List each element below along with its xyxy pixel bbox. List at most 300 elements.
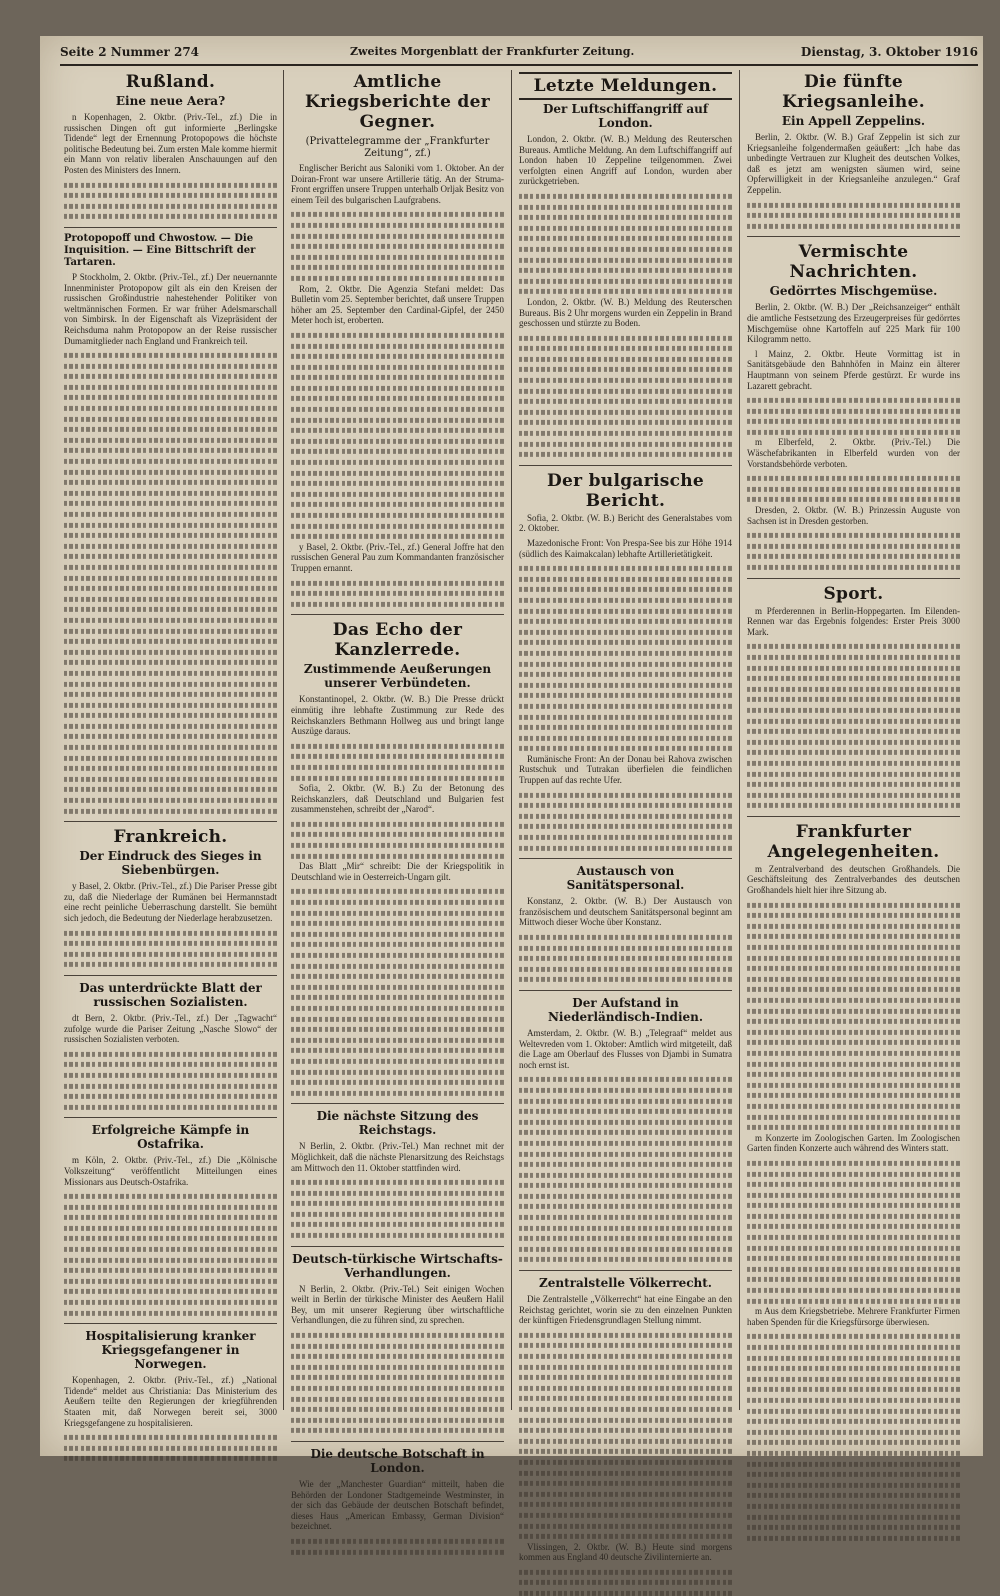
text-line (291, 889, 504, 894)
text-line (519, 736, 732, 741)
text-line (519, 389, 732, 394)
text-line (519, 442, 732, 447)
article-heading: Hospitalisierung kranker Kriegsgefangener in Norwegen. (85, 1329, 256, 1372)
text-line (747, 1214, 960, 1219)
article-heading: Der Luftschiffangriff auf London. (542, 102, 709, 130)
section-heading: Der bulgarische Bericht. (546, 470, 705, 511)
text-line (747, 782, 960, 787)
text-line (64, 734, 277, 739)
text-line (519, 693, 732, 698)
text-line (519, 215, 732, 220)
text-line (747, 1398, 960, 1403)
text-line (291, 1048, 504, 1053)
text-line (291, 1375, 504, 1380)
text-line (64, 374, 277, 379)
text-line (291, 449, 504, 454)
text-line (747, 554, 960, 559)
text-line (291, 1059, 504, 1064)
section-heading: Die fünfte Kriegsanleihe. (782, 72, 925, 112)
text-line (747, 533, 960, 538)
text-line (747, 487, 960, 492)
text-line (747, 708, 960, 713)
article-text: m Köln, 2. Oktbr. (Priv.-Tel., zf.) Die „Kölnische Volkszeitung“ veröffentlicht Mitteilungen eines Missionars aus Deutsch-Ostafrika. (64, 1155, 277, 1187)
text-line (519, 257, 732, 262)
text-line (747, 497, 960, 502)
text-line (519, 452, 732, 457)
article-heading: Protopopoff und Chwostow. — Die Inquisition. — Eine Bittschrift der Tartaren. (64, 232, 256, 268)
text-line (291, 1344, 504, 1349)
text-line (747, 1083, 960, 1088)
text-line (747, 202, 960, 207)
text-line (291, 375, 504, 380)
text-line (291, 534, 504, 539)
article-text: Dresden, 2. Oktbr. (W. B.) Prinzessin Auguste von Sachsen ist in Dresden gestorben. (747, 505, 960, 526)
article-text: N Berlin, 2. Oktbr. (Priv.-Tel.) Seit einigen Wochen weilt in Berlin der türkische Minister des Aeußern Halil Bey, um mit unserer Regierung über wirtschaftliche Verhandlungen, die zu führen sind, zu sprechen. (291, 1283, 504, 1326)
text-line (291, 964, 504, 969)
text-line (64, 586, 277, 591)
text-line (64, 1300, 277, 1305)
text-line (64, 1094, 277, 1099)
text-line (291, 276, 504, 281)
text-line (64, 554, 277, 559)
article-text: Rumänische Front: An der Donau bei Rahova zwischen Rustschuk und Tutrakan überfielen die feindlichen Truppen auf das rechte Ufer. (519, 753, 732, 786)
text-line (64, 607, 277, 612)
text-line (747, 718, 960, 723)
text-line (747, 1288, 960, 1293)
text-line (747, 398, 960, 403)
column-2 (291, 72, 504, 1532)
text-line (747, 644, 960, 649)
text-line (519, 378, 732, 383)
text-line (64, 523, 277, 528)
text-line (519, 1396, 732, 1401)
text-line (519, 714, 732, 719)
text-line (291, 418, 504, 423)
article-text: m Zentralverband des deutschen Großhandels. Die Geschäftsleitung des Zentralverbandes des deutschen Großhandels hielt hier ihre Sitzung ab. (747, 863, 960, 896)
text-line (291, 1354, 504, 1359)
text-line (291, 1091, 504, 1096)
article-text: P Stockholm, 2. Oktbr. (Priv.-Tel., zf.) Der neuernannte Innenminister Protopopow gilt als ein den Kreisen der russischen Großindustrie nahestehender Politiker von weltmännischen Formen. Er war früher Adelsmarschall von Simbirsk. In der Eigenschaft als Vizepräsident der Reichsduma nahm Protopopow an der Reise russischer Dumamitglieder nach England und Frankreich teil. (64, 271, 277, 346)
text-line (519, 1570, 732, 1575)
text-line (291, 244, 504, 249)
text-line (64, 703, 277, 708)
text-line (519, 577, 732, 582)
article-text: London, 2. Oktbr. (W. B.) Meldung des Reuterschen Bureaus. Amtliche Meldung. An dem Luftschiffangriff auf London haben 10 Zeppeline teilgenommen. Zwei verfolgten einen Angriff auf London, wurden aber zurückgetrieben. (519, 134, 732, 187)
text-line (519, 1151, 732, 1156)
text-line (747, 1504, 960, 1509)
text-line (64, 448, 277, 453)
page-number: Seite 2 Nummer 274 (60, 45, 200, 59)
text-line (519, 619, 732, 624)
text-line (291, 911, 504, 916)
text-line (519, 824, 732, 829)
text-line (747, 665, 960, 670)
text-line (747, 1525, 960, 1530)
text-line (747, 1182, 960, 1187)
text-line (519, 1183, 732, 1188)
text-line (291, 471, 504, 476)
text-line (747, 430, 960, 435)
text-line (519, 1162, 732, 1167)
article-subheading: (Privattelegramme der „Frankfurter Zeitung“, zf.) (305, 136, 490, 159)
text-line (519, 247, 732, 252)
text-line (64, 533, 277, 538)
text-line (519, 814, 732, 819)
text-line (747, 1536, 960, 1541)
text-line (747, 476, 960, 481)
text-line (519, 1236, 732, 1241)
text-line (747, 419, 960, 424)
text-line (519, 1492, 732, 1497)
text-line (519, 1481, 732, 1486)
text-line (747, 213, 960, 218)
article-text: London, 2. Oktbr. (W. B.) Meldung des Reuterschen Bureaus. Bis 2 Uhr morgens wurden ein Zeppelin in Brand geschossen und stürzte zu Boden. (519, 296, 732, 329)
text-line (64, 1083, 277, 1088)
text-line (519, 977, 732, 982)
text-line (519, 846, 732, 851)
text-line (291, 953, 504, 958)
text-line (291, 354, 504, 359)
text-line (64, 1247, 277, 1252)
text-line (291, 343, 504, 348)
text-line (64, 544, 277, 549)
text-line (747, 1440, 960, 1445)
text-line (747, 998, 960, 1003)
text-line (747, 1299, 960, 1304)
text-line (291, 1233, 504, 1238)
text-line (747, 1267, 960, 1272)
article-heading: Ein Appell Zeppelins. (781, 114, 926, 128)
text-line (291, 1222, 504, 1227)
text-line (519, 835, 732, 840)
article-text: Sofia, 2. Oktbr. (W. B.) Zu der Betonung des Reichskanzlers, daß Deutschland und Bulgarien fest zusammenstehen, schreibt der „Narod“. (291, 783, 504, 815)
text-line (747, 1019, 960, 1024)
text-line (747, 1461, 960, 1466)
text-line (291, 265, 504, 270)
text-line (64, 660, 277, 665)
article-text: m Elberfeld, 2. Oktbr. (Priv.-Tel.) Die Wäschefabrikanten in Elberfeld wurden von der Vorstandsbehörde verboten. (747, 437, 960, 469)
text-line (747, 913, 960, 918)
text-line (291, 932, 504, 937)
text-line (519, 1333, 732, 1338)
text-line (747, 1161, 960, 1166)
text-line (747, 1451, 960, 1456)
text-line (519, 194, 732, 199)
text-line (291, 407, 504, 412)
text-line (747, 966, 960, 971)
article-heading: Der Eindruck des Sieges in Siebenbürgen. (79, 849, 262, 878)
article-text: y Basel, 2. Oktbr. (Priv.-Tel., zf.) General Joffre hat den russischen General Pau zum Kommandanten französischer Truppen ernannt. (291, 541, 504, 573)
text-line (64, 385, 277, 390)
text-line (519, 1098, 732, 1103)
text-line (747, 1114, 960, 1119)
text-line (291, 580, 504, 585)
text-line (747, 1224, 960, 1229)
article-heading: Das unterdrückte Blatt der russischen Sozialisten. (79, 980, 262, 1009)
text-line (519, 226, 732, 231)
text-line (519, 1460, 732, 1465)
section-heading: Sport. (823, 583, 884, 604)
text-line (291, 1201, 504, 1206)
text-line (291, 223, 504, 228)
article-text: N Berlin, 2. Oktbr. (Priv.-Tel.) Man rechnet mit der Möglichkeit, daß die nächste Plenarsitzung des Reichstags am Mittwoch den 11. Oktober stattfinden wird. (291, 1141, 504, 1173)
text-line (747, 409, 960, 414)
text-line (519, 1449, 732, 1454)
text-line (291, 212, 504, 217)
text-line (747, 1419, 960, 1424)
column-1 (64, 72, 277, 1428)
text-line (747, 1472, 960, 1477)
text-line (519, 1088, 732, 1093)
text-line (64, 798, 277, 803)
text-line (291, 439, 504, 444)
text-line (519, 704, 732, 709)
text-line (64, 364, 277, 369)
text-line (291, 1539, 504, 1544)
text-line (291, 492, 504, 497)
text-line (747, 761, 960, 766)
text-line (291, 843, 504, 848)
text-line (291, 396, 504, 401)
text-line (64, 406, 277, 411)
text-line (64, 1236, 277, 1241)
text-line (64, 417, 277, 422)
text-line (519, 1523, 732, 1528)
text-line (291, 255, 504, 260)
text-line (747, 1171, 960, 1176)
text-line (291, 602, 504, 607)
article-heading: Der Aufstand in Niederländisch-Indien. (547, 995, 704, 1024)
text-line (291, 1333, 504, 1338)
text-line (747, 903, 960, 908)
text-line (291, 921, 504, 926)
text-line (64, 1215, 277, 1220)
text-line (291, 765, 504, 770)
article-text: Sofia, 2. Oktbr. (W. B.) Bericht des Generalstabes vom 2. Oktober. (519, 512, 732, 534)
article-text: Berlin, 2. Oktbr. (W. B.) Der „Reichsanzeiger“ enthält die amtliche Festsetzung des Erzeugerpreises für gedörrtes Mischgemüse ohne Kartoffeln auf 225 Mark für 100 Kilogramm netto. (747, 302, 960, 345)
article-heading: Erfolgreiche Kämpfe in Ostafrika. (91, 1123, 250, 1152)
text-line (291, 481, 504, 486)
text-line (519, 1247, 732, 1252)
section-heading: Das Echo der Kanzlerrede. (332, 620, 463, 661)
article-text: Konstanz, 2. Oktbr. (W. B.) Der Austausch von französischem und deutschem Sanitätspersonal beginnt am Mittwoch dieser Woche über Konstanz. (519, 896, 732, 928)
text-line (519, 1194, 732, 1199)
text-line (747, 544, 960, 549)
text-line (747, 1193, 960, 1198)
text-line (519, 793, 732, 798)
text-line (519, 1130, 732, 1135)
text-line (747, 1009, 960, 1014)
text-line (64, 1052, 277, 1057)
article-heading: Die nächste Sitzung des Reichstags. (316, 1109, 479, 1138)
text-line (747, 1356, 960, 1361)
text-line (519, 803, 732, 808)
text-line (519, 1439, 732, 1444)
text-line (64, 565, 277, 570)
text-line (519, 204, 732, 209)
text-line (291, 1080, 504, 1085)
text-line (64, 766, 277, 771)
section-heading: Frankreich. (113, 827, 228, 848)
article-heading: Zustimmende Aeußerungen unserer Verbündeten. (303, 662, 492, 691)
text-line (64, 597, 277, 602)
text-line (64, 1279, 277, 1284)
text-line (519, 746, 732, 751)
text-line (519, 420, 732, 425)
text-line (747, 977, 960, 982)
article-text: y Basel, 2. Oktbr. (Priv.-Tel., zf.) Die Pariser Presse gibt zu, daß die Niederlage der Rumänen bei Hermannstadt eine recht peinliche Ueberraschung darstellt. Sie bemüht sich jedoch, die Bedeutung der Niederlage herabzusetzen. (64, 881, 277, 923)
section-heading: Amtliche Kriegsberichte der Gegner. (305, 72, 490, 132)
article-text: Konstantinopel, 2. Oktbr. (W. B.) Die Presse drückt einmütig ihre lebhafte Zustimmung zur Rede des Reichskanzlers Bethmann Hollweg aus und bringt lange Auszüge daraus. (291, 694, 504, 737)
text-line (519, 956, 732, 961)
text-line (747, 224, 960, 229)
text-line (291, 775, 504, 780)
text-line (747, 1030, 960, 1035)
text-line (64, 713, 277, 718)
text-line (291, 333, 504, 338)
column-rule (283, 70, 284, 1410)
article-text: l Mainz, 2. Oktbr. Heute Vormittag ist in Sanitätsgebäude den Bahnhöfen in Mainz ein älterer Hauptmann von seinem Pferde gestürzt. Er wurde ins Lazarett gebracht. (747, 348, 960, 391)
text-line (64, 427, 277, 432)
text-line (64, 395, 277, 400)
text-line (291, 822, 504, 827)
text-line (64, 777, 277, 782)
section-heading: Frankfurter Angelegenheiten. (767, 821, 940, 862)
text-line (64, 756, 277, 761)
text-line (291, 744, 504, 749)
text-line (291, 1418, 504, 1423)
text-line (291, 1212, 504, 1217)
text-line (64, 214, 277, 219)
text-line (747, 1072, 960, 1077)
text-line (519, 608, 732, 613)
text-line (291, 1069, 504, 1074)
text-line (747, 1125, 960, 1130)
text-line (747, 1256, 960, 1261)
text-line (291, 1407, 504, 1412)
text-line (64, 962, 277, 967)
text-line (519, 1204, 732, 1209)
article-heading: Die deutsche Botschaft in London. (310, 1446, 485, 1475)
text-line (291, 832, 504, 837)
text-line (519, 1470, 732, 1475)
text-line (291, 428, 504, 433)
text-line (519, 1343, 732, 1348)
text-line (64, 618, 277, 623)
text-line (519, 1386, 732, 1391)
text-line (519, 1417, 732, 1422)
text-line (747, 924, 960, 929)
article-text: dt Bern, 2. Oktbr. (Priv.-Tel., zf.) Der „Tagwacht“ zufolge wurde die Pariser Zeitung „Nasche Slowo“ der russischen Sozialisten verboten. (64, 1012, 277, 1045)
text-line (747, 1061, 960, 1066)
text-line (747, 1377, 960, 1382)
text-line (747, 1493, 960, 1498)
text-line (747, 697, 960, 702)
text-line (519, 268, 732, 273)
article-text: Amsterdam, 2. Oktbr. (W. B.) „Telegraaf“ meldet aus Weltevreden vom 1. Oktober: Amtlich wird mitgeteilt, daß die Lage am Oberlauf des Flusses von Djambi in Sumatra noch ernst ist. (519, 1027, 732, 1070)
text-line (747, 771, 960, 776)
text-line (519, 725, 732, 730)
text-line (747, 1430, 960, 1435)
text-line (64, 501, 277, 506)
text-line (64, 650, 277, 655)
text-line (291, 1428, 504, 1433)
text-line (747, 1483, 960, 1488)
text-line (291, 995, 504, 1000)
section-heading: Rußland. (125, 72, 216, 92)
text-line (291, 513, 504, 518)
text-line (747, 676, 960, 681)
text-line (291, 854, 504, 859)
text-line (291, 754, 504, 759)
article-text: Mazedonische Front: Von Prespa-See bis zur Höhe 1914 (südlich des Kaimakcalan) lebhafte Artillerietätigkeit. (519, 538, 732, 559)
text-line (291, 1006, 504, 1011)
text-line (747, 1408, 960, 1413)
article-text: Englischer Bericht aus Saloniki vom 1. Oktober. An der Doiran-Front war unsere Artillerie tätig. An der Struma-Front ergriffen unsere Truppen unterhalb Orljak Besitz von einem Teil des bulgarischen Laufgrabens. (291, 163, 504, 205)
text-line (519, 1120, 732, 1125)
text-line (64, 182, 277, 187)
text-line (747, 1277, 960, 1282)
masthead (60, 42, 978, 66)
text-line (519, 1580, 732, 1585)
paper-title: Zweites Morgenblatt der Frankfurter Zeitung. (350, 45, 635, 58)
text-line (519, 640, 732, 645)
text-line (291, 1386, 504, 1391)
text-line (747, 687, 960, 692)
text-line (64, 1073, 277, 1078)
text-line (64, 931, 277, 936)
text-line (519, 587, 732, 592)
text-line (519, 1534, 732, 1539)
text-line (747, 1246, 960, 1251)
article-heading: Eine neue Aera? (115, 94, 226, 108)
text-line (519, 367, 732, 372)
text-line (519, 410, 732, 415)
text-line (747, 1051, 960, 1056)
text-line (64, 1194, 277, 1199)
issue-date: Dienstag, 3. Oktober 1916 (800, 45, 978, 59)
text-line (291, 942, 504, 947)
text-line (64, 1456, 277, 1461)
text-line (64, 1289, 277, 1294)
text-line (64, 1258, 277, 1263)
text-line (519, 1257, 732, 1262)
text-line (519, 1591, 732, 1596)
text-line (519, 357, 732, 362)
text-line (64, 952, 277, 957)
text-line (747, 655, 960, 660)
text-line (519, 1428, 732, 1433)
text-line (519, 672, 732, 677)
text-line (64, 692, 277, 697)
text-line (64, 353, 277, 358)
article-heading: Gedörrtes Mischgemüse. (769, 284, 938, 299)
section-heading: Vermischte Nachrichten. (789, 242, 918, 283)
text-line (519, 236, 732, 241)
text-line (64, 193, 277, 198)
text-line (747, 1514, 960, 1519)
column-rule (511, 70, 512, 1410)
text-line (291, 1180, 504, 1185)
article-heading: Deutsch-türkische Wirtschafts-Verhandlungen. (292, 1251, 503, 1280)
text-line (519, 1109, 732, 1114)
text-line (747, 1040, 960, 1045)
text-line (291, 1038, 504, 1043)
text-line (519, 1141, 732, 1146)
text-line (747, 1093, 960, 1098)
article-text: n Kopenhagen, 2. Oktbr. (Priv.-Tel., zf.) Die in russischen Dingen oft gut informierte „Berlingske Tidende“ legt der Ernennung Protopopows die höchste politische Bedeutung bei. Zum ersten Male komme hiermit ein Mann von relativ liberalen Anschauungen auf den Posten des Ministers des Innern. (64, 112, 277, 175)
text-line (64, 1268, 277, 1273)
